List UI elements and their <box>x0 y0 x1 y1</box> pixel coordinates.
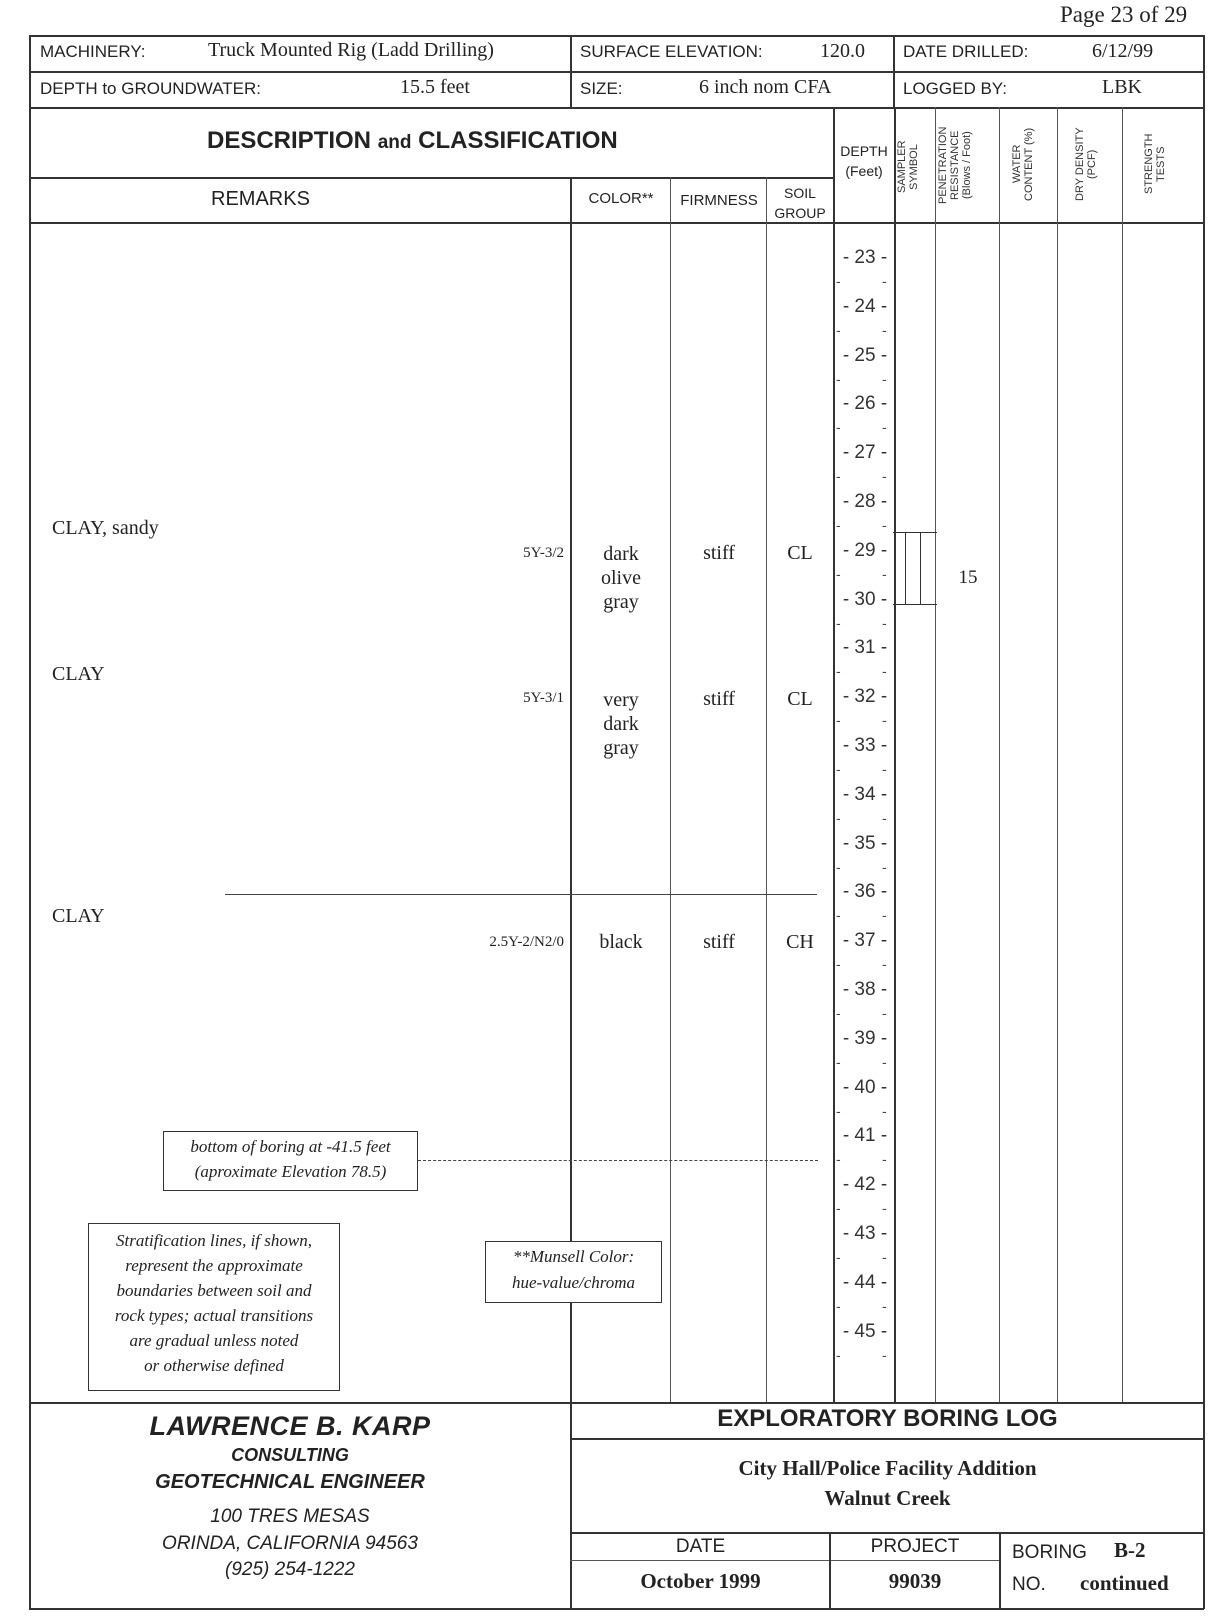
depth-minor-tick: - <box>882 1297 887 1314</box>
depth-minor-tick: - <box>882 956 887 973</box>
firmness-header: FIRMNESS <box>680 192 758 209</box>
log-title: EXPLORATORY BORING LOG <box>717 1405 1058 1432</box>
header-col-divider-1 <box>570 35 572 107</box>
layer-3-firmness: stiff <box>703 931 735 953</box>
company-name: LAWRENCE B. KARP <box>149 1411 431 1441</box>
date-label: DATE <box>675 1536 726 1557</box>
description-title: DESCRIPTION and CLASSIFICATION <box>207 127 618 154</box>
depth-minor-tick: - <box>882 321 887 338</box>
depth-minor-tick: - <box>836 1053 841 1070</box>
company-line-1: CONSULTING <box>231 1445 349 1465</box>
dry-density-header: DRY DENSITY (PCF) <box>1074 127 1098 201</box>
depth-tick-label: - 24 - <box>842 295 888 317</box>
depth-minor-tick: - <box>882 761 887 777</box>
layer-2-firmness: stiff <box>703 688 735 710</box>
groundwater-value: 15.5 feet <box>400 76 470 98</box>
depth-tick-label: - 25 - <box>842 344 888 366</box>
col-divider-soil <box>833 107 835 1402</box>
depth-tick-label: - 35 - <box>842 832 888 854</box>
depth-minor-tick: - <box>882 273 887 289</box>
depth-minor-tick: - <box>836 1200 841 1217</box>
depth-minor-tick: - <box>836 321 841 338</box>
depth-minor-tick: - <box>836 565 841 582</box>
frame-bottom <box>29 1608 1204 1610</box>
munsell-note: **Munsell Color: hue-value/chroma <box>485 1241 662 1303</box>
size-value: 6 inch nom CFA <box>699 76 832 98</box>
machinery-label: MACHINERY: <box>40 42 146 61</box>
logged-by-value: LBK <box>1102 76 1142 98</box>
logged-by-label: LOGGED BY: <box>903 79 1007 98</box>
date-drilled-value: 6/12/99 <box>1092 40 1154 62</box>
depth-tick-label: - 34 - <box>842 783 888 805</box>
depth-tick-label: - 29 - <box>842 539 888 561</box>
depth-minor-tick: - <box>882 614 887 631</box>
frame-right <box>1203 35 1205 1609</box>
layer-1-soil-group: CL <box>787 542 813 564</box>
col-divider-penetration <box>999 107 1000 1402</box>
depth-minor-tick: - <box>882 809 887 826</box>
frame-top <box>29 35 1204 37</box>
depth-minor-tick: - <box>882 517 887 533</box>
soil-group-header: SOIL GROUP <box>774 185 826 221</box>
depth-minor-tick: - <box>836 761 841 777</box>
footer-project-line <box>570 1532 1203 1534</box>
stratification-line <box>225 894 817 895</box>
bottom-of-boring-line <box>418 1160 818 1161</box>
header-bottom <box>29 107 1204 109</box>
depth-minor-tick: - <box>836 858 841 875</box>
col-divider-dry <box>1122 107 1123 1402</box>
depth-tick-label: - 30 - <box>842 588 888 610</box>
surface-elevation-value: 120.0 <box>820 40 865 62</box>
layer-2-soil-group: CL <box>787 688 813 710</box>
depth-tick-label: - 33 - <box>842 735 888 756</box>
depth-minor-tick: - <box>836 468 841 485</box>
depth-minor-tick: - <box>882 1053 887 1070</box>
sampler-bottom <box>893 604 937 605</box>
depth-tick-label: - 36 - <box>842 881 888 903</box>
depth-minor-tick: - <box>836 1005 841 1021</box>
depth-tick-label: - 23 - <box>842 247 888 268</box>
header-col-divider-2 <box>893 35 895 107</box>
depth-minor-tick: - <box>836 809 841 826</box>
depth-tick-label: - 27 - <box>842 442 888 464</box>
layer-1-munsell: 5Y-3/2 <box>523 545 564 561</box>
depth-minor-tick: - <box>882 565 887 582</box>
depth-tick-label: - 37 - <box>842 930 888 952</box>
depth-minor-tick: - <box>836 1297 841 1314</box>
depth-minor-tick: - <box>836 907 841 924</box>
depth-tick-label: - 31 - <box>842 637 888 659</box>
depth-header: DEPTH (Feet) <box>840 143 888 179</box>
depth-minor-tick: - <box>836 663 841 680</box>
layer-3-munsell: 2.5Y-2/N2/0 <box>489 934 564 950</box>
depth-minor-tick: - <box>882 712 887 729</box>
remarks-header: REMARKS <box>211 188 310 210</box>
project-name-2: Walnut Creek <box>824 1486 951 1510</box>
col-divider-sampler <box>935 107 936 1402</box>
frame-left <box>29 35 31 1609</box>
project-label: PROJECT <box>870 1536 960 1557</box>
depth-minor-tick: - <box>836 1249 841 1265</box>
depth-tick-label: - 44 - <box>842 1271 888 1293</box>
color-header: COLOR** <box>588 190 654 207</box>
depth-tick-label: - 26 - <box>842 393 888 415</box>
depth-minor-tick: - <box>836 614 841 631</box>
depth-tick-label: - 38 - <box>842 979 888 1000</box>
depth-tick-label: - 45 - <box>842 1320 888 1342</box>
depth-minor-tick: - <box>836 273 841 289</box>
layer-1-color: dark olive gray <box>601 543 641 613</box>
col-divider-water <box>1057 107 1058 1402</box>
col-divider-color <box>670 177 671 1402</box>
company-line-2: GEOTECHNICAL ENGINEER <box>155 1471 425 1493</box>
company-address-1: 100 TRES MESAS <box>210 1506 370 1527</box>
col-divider-depth <box>894 107 896 1402</box>
col-divider-remarks <box>570 177 572 1402</box>
sampler-left <box>905 532 906 604</box>
depth-minor-tick: - <box>882 1005 887 1021</box>
bottom-of-boring-note: bottom of boring at -41.5 feet (aproximate Elevation 78.5) <box>163 1131 418 1191</box>
footer-title-line <box>570 1438 1203 1440</box>
depth-minor-tick: - <box>882 858 887 875</box>
surface-elevation-label: SURFACE ELEVATION: <box>580 42 763 61</box>
groundwater-label: DEPTH to GROUNDWATER: <box>40 79 262 98</box>
layer-3-color: black <box>599 931 643 953</box>
depth-minor-tick: - <box>836 1151 841 1168</box>
layer-1-firmness: stiff <box>703 542 735 564</box>
depth-minor-tick: - <box>882 1102 887 1119</box>
depth-minor-tick: - <box>882 1200 887 1217</box>
depth-tick-label: - 43 - <box>842 1223 888 1244</box>
column-header-mid-line <box>29 177 834 179</box>
sampler-right <box>920 532 921 604</box>
depth-minor-tick: - <box>836 370 841 387</box>
layer-3-description: CLAY <box>52 905 105 927</box>
depth-minor-tick: - <box>836 517 841 533</box>
depth-minor-tick: - <box>836 419 841 436</box>
company-address-2: ORINDA, CALIFORNIA 94563 <box>162 1533 418 1554</box>
layer-2-munsell: 5Y-3/1 <box>523 690 564 706</box>
depth-minor-tick: - <box>882 370 887 387</box>
boring-value: B-2 <box>1114 1538 1146 1562</box>
project-value: 99039 <box>888 1569 942 1593</box>
depth-minor-tick: - <box>836 956 841 973</box>
depth-tick-label: - 40 - <box>842 1076 888 1098</box>
depth-minor-tick: - <box>836 712 841 729</box>
depth-minor-tick: - <box>882 1346 887 1363</box>
depth-minor-tick: - <box>882 1249 887 1265</box>
depth-tick-label: - 41 - <box>842 1125 888 1147</box>
sampler-top <box>893 532 937 533</box>
depth-tick-label: - 32 - <box>842 686 888 708</box>
depth-minor-tick: - <box>882 468 887 485</box>
penetration-value: 15 <box>958 567 978 588</box>
footer-project-divider <box>999 1532 1001 1608</box>
depth-minor-tick: - <box>836 1346 841 1363</box>
size-label: SIZE: <box>580 79 623 98</box>
layer-2-color: very dark gray <box>603 689 639 759</box>
company-phone: (925) 254-1222 <box>225 1559 355 1580</box>
footer-top-line <box>29 1402 1204 1404</box>
depth-tick-label: - 39 - <box>842 1027 888 1049</box>
strength-tests-header: STRENGTH TESTS <box>1143 133 1167 195</box>
no-label: NO. <box>1012 1574 1046 1595</box>
stratification-note: Stratification lines, if shown, represent the approximate boundaries between soil and rock types; actual transitions are gradual unless noted or otherwise defined <box>88 1223 340 1391</box>
depth-minor-tick: - <box>882 907 887 924</box>
penetration-header: PENETRATION RESISTANCE (Blows / Foot) <box>937 126 973 204</box>
footer-label-line <box>570 1560 1000 1561</box>
column-header-bottom-line <box>29 222 1204 224</box>
depth-minor-tick: - <box>882 419 887 436</box>
layer-2-description: CLAY <box>52 663 105 685</box>
date-drilled-label: DATE DRILLED: <box>903 42 1029 61</box>
depth-minor-tick: - <box>836 1102 841 1119</box>
machinery-value: Truck Mounted Rig (Ladd Drilling) <box>208 39 494 61</box>
boring-label: BORING <box>1012 1542 1087 1563</box>
layer-3-soil-group: CH <box>786 931 814 953</box>
water-content-header: WATER CONTENT (%) <box>1011 127 1035 201</box>
sampler-symbol-header: SAMPLER SYMBOL <box>896 140 920 194</box>
depth-tick-label: - 42 - <box>842 1174 888 1196</box>
depth-minor-tick: - <box>882 663 887 680</box>
depth-tick-label: - 28 - <box>842 491 888 512</box>
project-name-1: City Hall/Police Facility Addition <box>738 1456 1037 1480</box>
header-divider <box>29 71 1204 73</box>
date-value: October 1999 <box>640 1569 761 1593</box>
col-divider-firmness <box>766 177 767 1402</box>
no-value: continued <box>1080 1571 1169 1595</box>
depth-minor-tick: - <box>882 1151 887 1168</box>
page-number: Page 23 of 29 <box>1060 2 1188 27</box>
layer-1-description: CLAY, sandy <box>52 517 159 539</box>
